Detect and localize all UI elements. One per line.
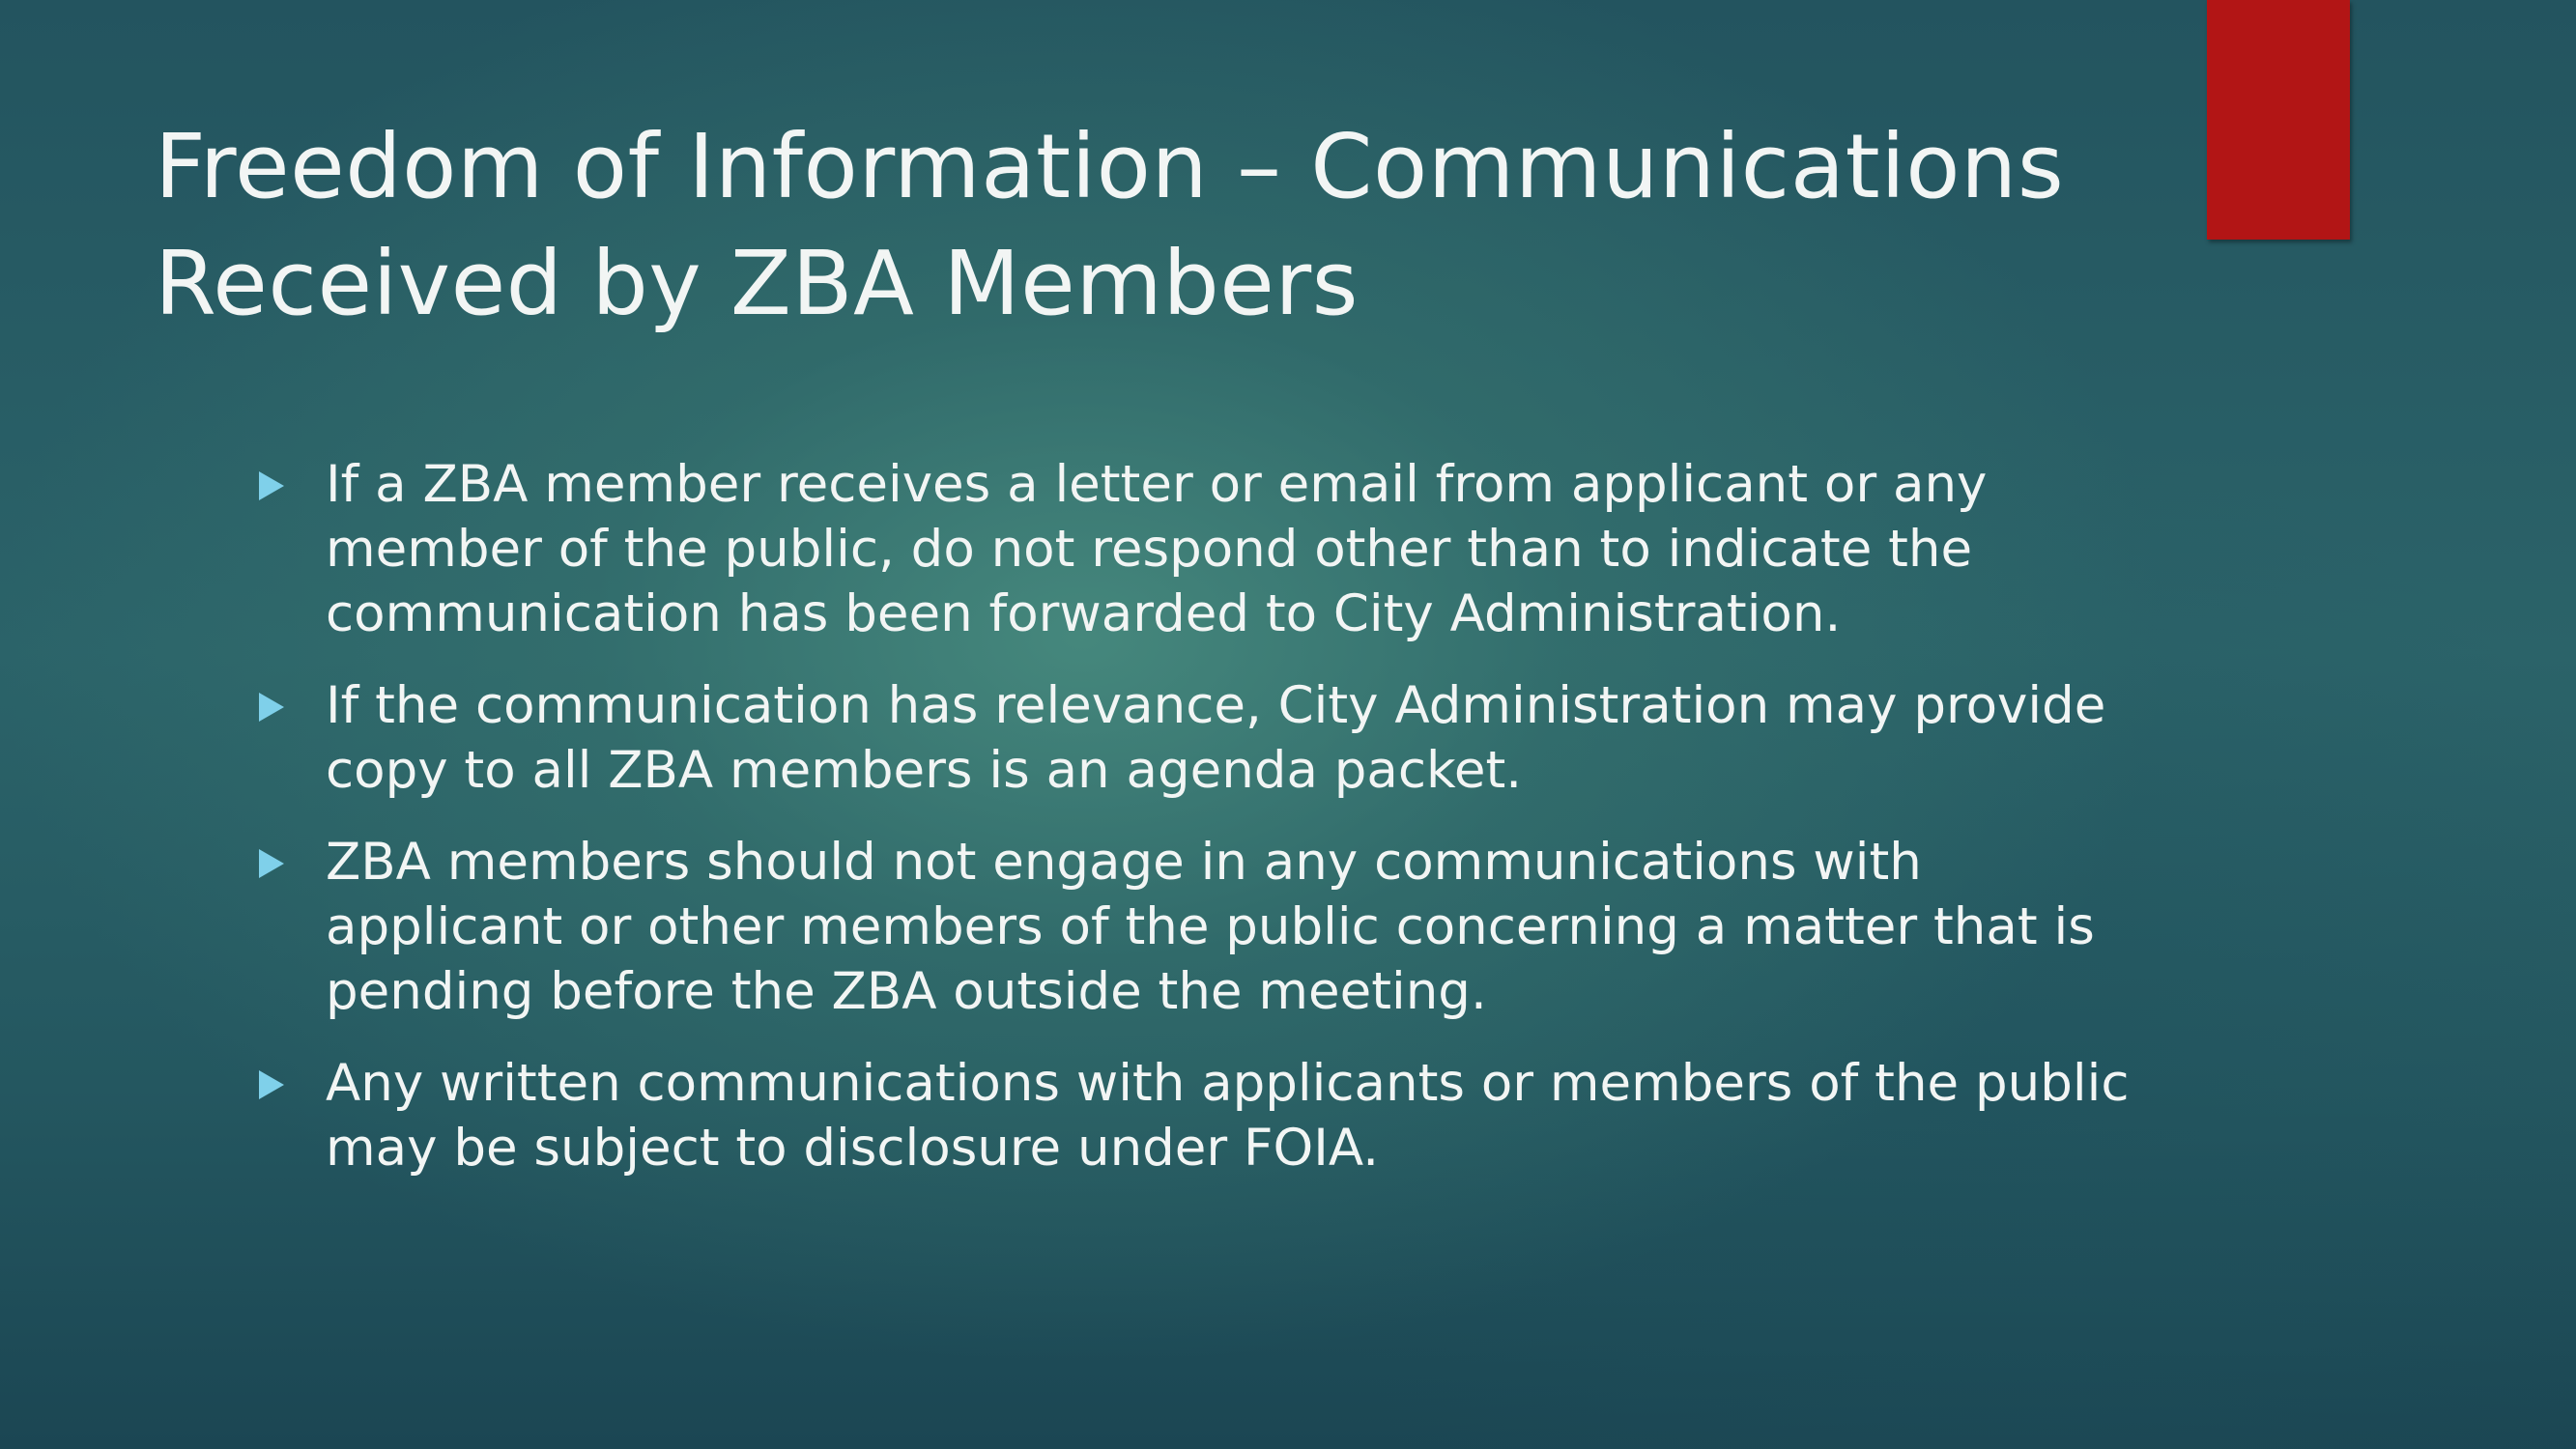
bullet-list bbox=[253, 452, 2147, 1208]
red-accent-bar bbox=[2207, 0, 2350, 240]
bullet-item bbox=[253, 1051, 2147, 1180]
slide-title: Freedom of Information – Communications Received by ZBA Members bbox=[155, 115, 2065, 335]
bullet-text: Any written communications with applicants or members of the public may be subject to disclosure under FOIA. bbox=[326, 1054, 2130, 1178]
bullet-text: If a ZBA member receives a letter or email from applicant or any member of the public, do not respond other than to indicate the communication has been forwarded to City Administration. bbox=[326, 455, 1988, 643]
bullet-item bbox=[253, 673, 2147, 803]
triangle-right-icon bbox=[259, 849, 284, 878]
bullet-item bbox=[253, 452, 2147, 646]
bullet-text: If the communication has relevance, City Administration may provide copy to all ZBA members is an agenda packet. bbox=[326, 676, 2106, 800]
triangle-right-icon bbox=[259, 1070, 284, 1099]
triangle-right-icon bbox=[259, 471, 284, 500]
bullet-item bbox=[253, 830, 2147, 1024]
bullet-text: ZBA members should not engage in any communications with applicant or other members of the public concerning a matter that is pending before the ZBA outside the meeting. bbox=[326, 833, 2095, 1021]
triangle-right-icon bbox=[259, 693, 284, 722]
